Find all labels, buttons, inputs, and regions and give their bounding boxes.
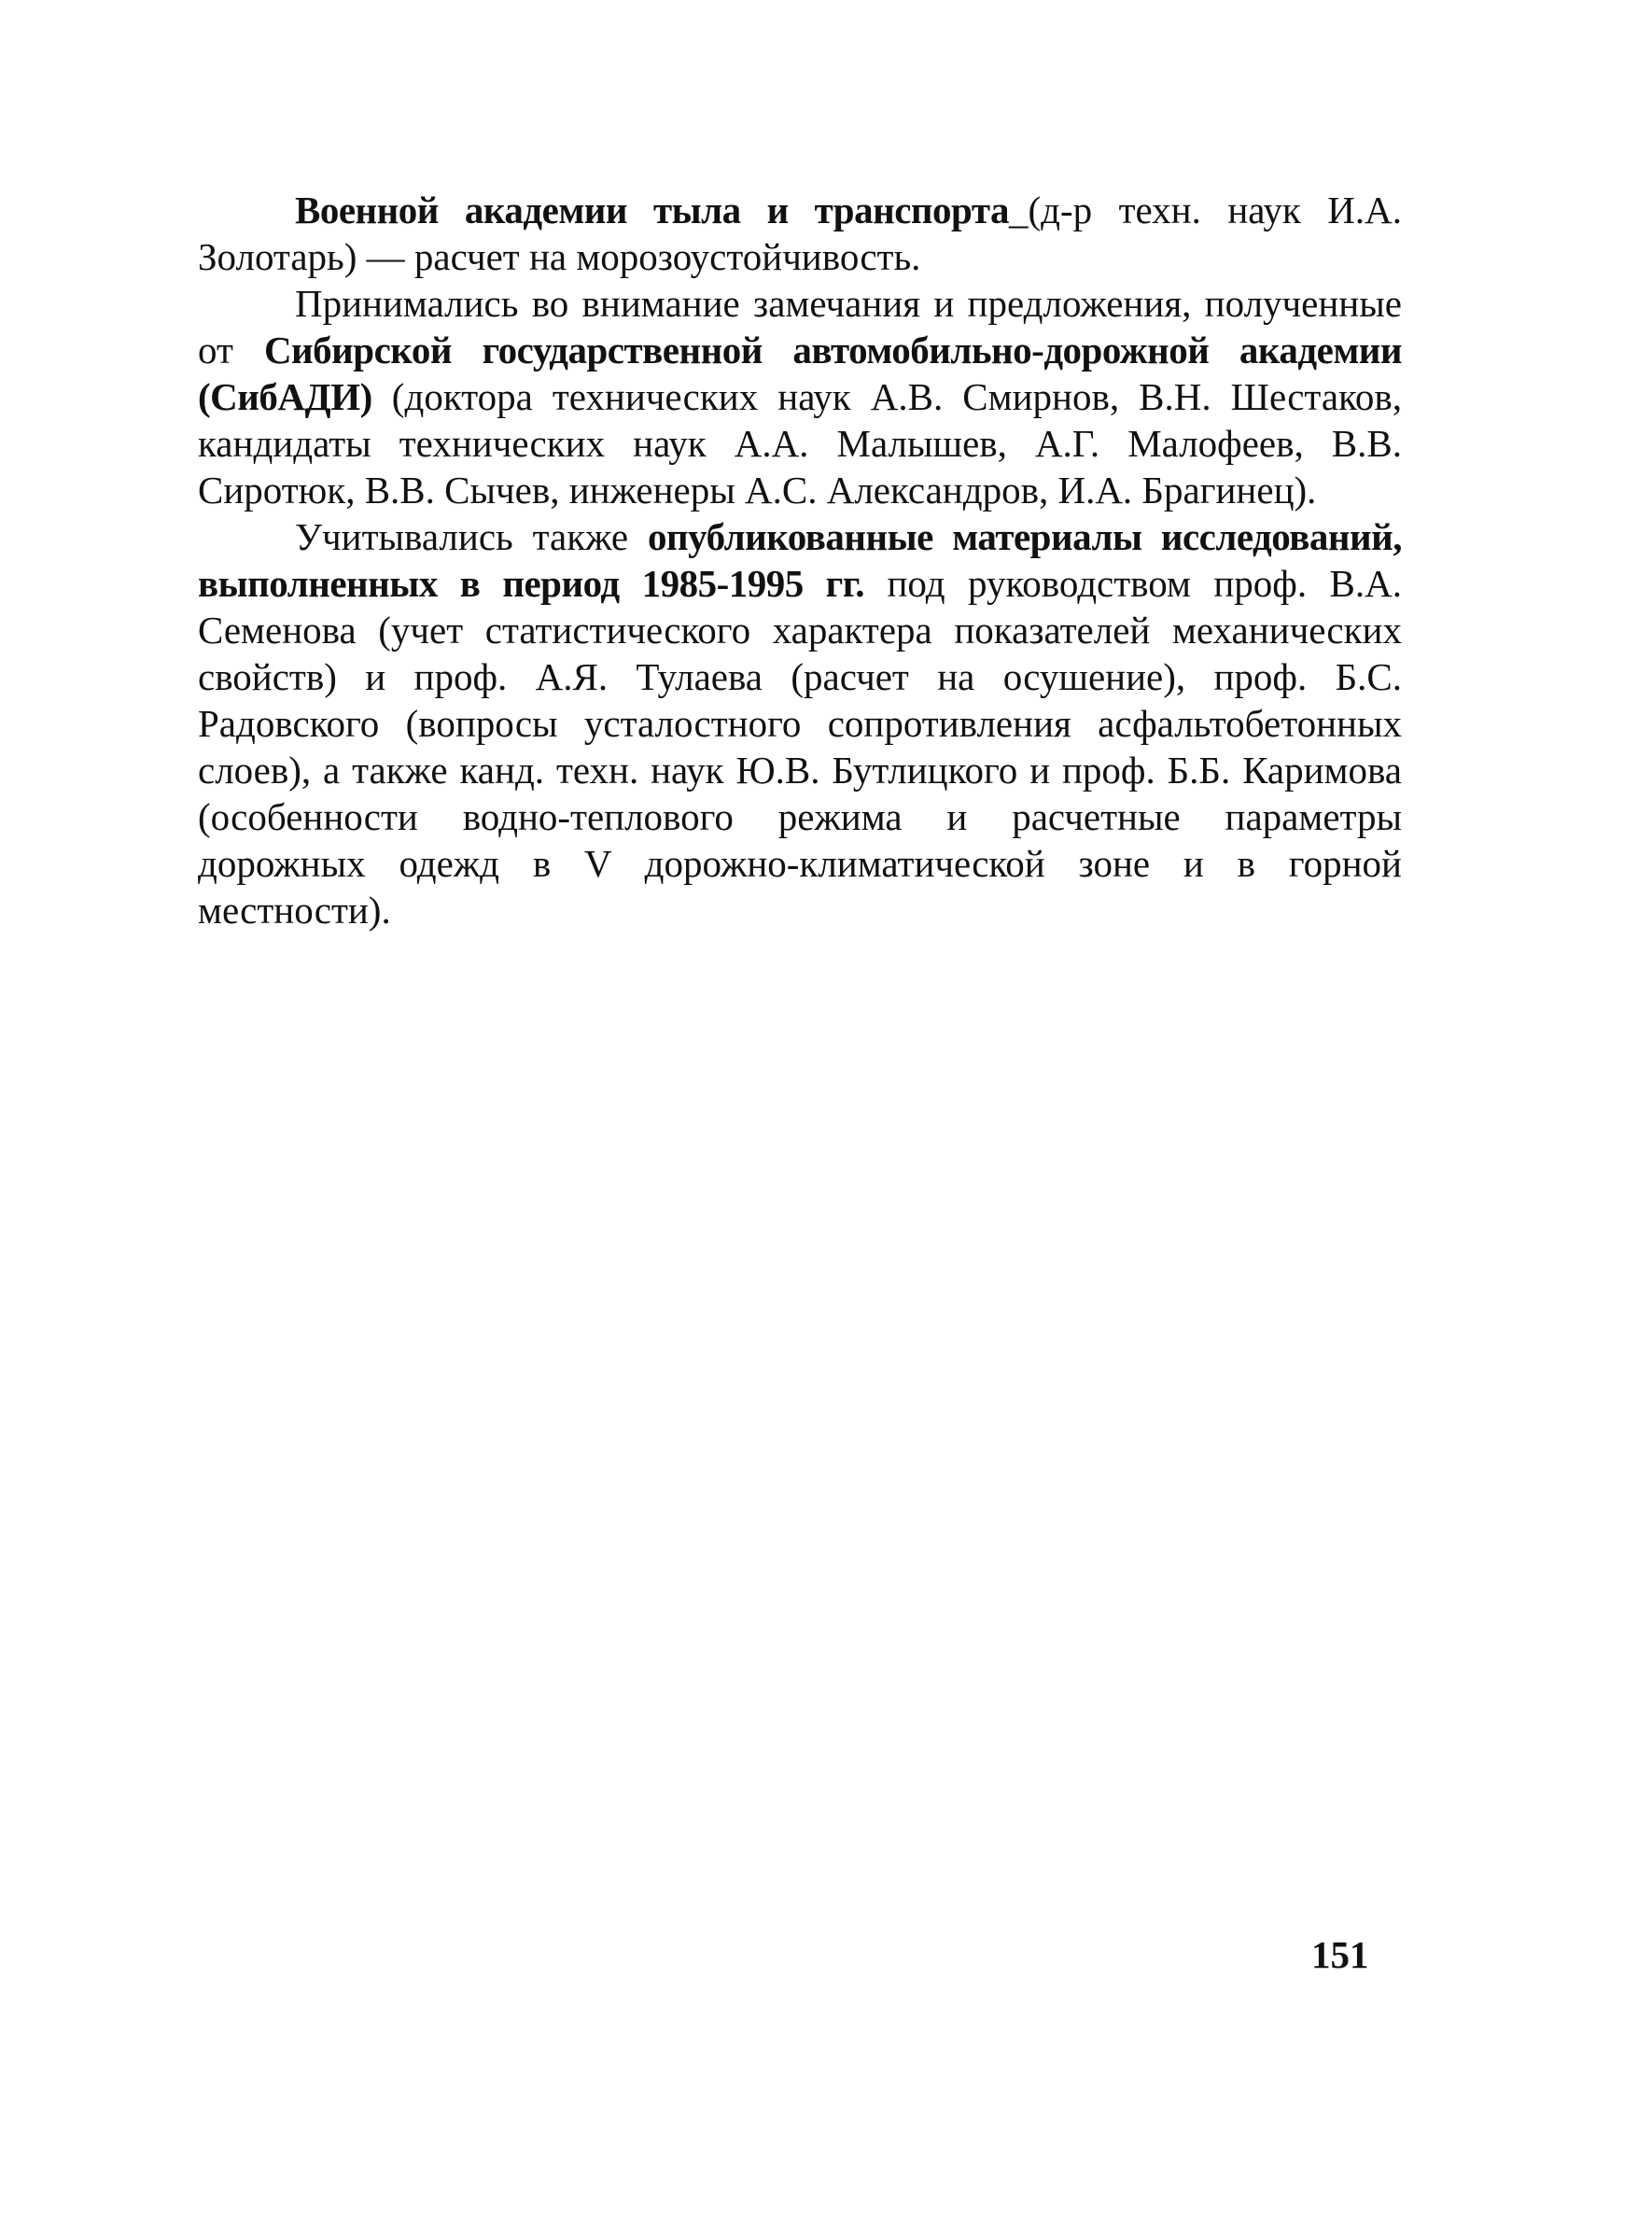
paragraph-1-run-2: _(д-р техн. наук И.А. Золотарь) — расчет на морозоустойчивость. — [198, 189, 1402, 278]
paragraph-3-run-1: Учитывались также — [295, 515, 649, 558]
paragraph-2-bold-run-2: Сибирской государственной автомобильно-дорожной академии (СибАДИ) — [198, 329, 1402, 418]
page-body — [198, 187, 1402, 933]
paragraph-2 — [198, 280, 1402, 513]
paragraph-3-run-3: под руководством проф. В.А. Семенова (учет статистического характера показателей механических свойств) и проф. А.Я. Тулаева (расчет на осушение), проф. Б.С. Радовского (вопросы усталостного сопротивления асфальтобетонных слоев), а также канд. техн. наук Ю.В. Бутлицкого и проф. Б.Б. Каримова (особенности водно-теплового режима и расчетные параметры дорожных одежд в V дорожно-климатической зоне и в горной местности). — [198, 562, 1402, 932]
paragraph-3 — [198, 513, 1402, 933]
paragraph-2-run-3: (доктора технических наук А.В. Смирнов, В.Н. Шестаков, кандидаты технических наук А.А. Малышев, А.Г. Малофеев, В.В. Сиротюк, В.В. Сычев, инженеры А.С. Александров, И.А. Брагинец). — [198, 375, 1402, 512]
paragraph-1 — [198, 187, 1402, 280]
paragraph-3-bold-run-2: опубликованные материалы исследований, выполненных в период 1985-1995 гг. — [198, 515, 1402, 605]
page-number: 151 — [1311, 1933, 1369, 1976]
paragraph-1-bold-run-1: Военной академии тыла и транспорта — [295, 189, 1009, 231]
paragraph-2-run-1: Принимались во внимание замечания и предложения, полученные от — [198, 282, 1402, 372]
